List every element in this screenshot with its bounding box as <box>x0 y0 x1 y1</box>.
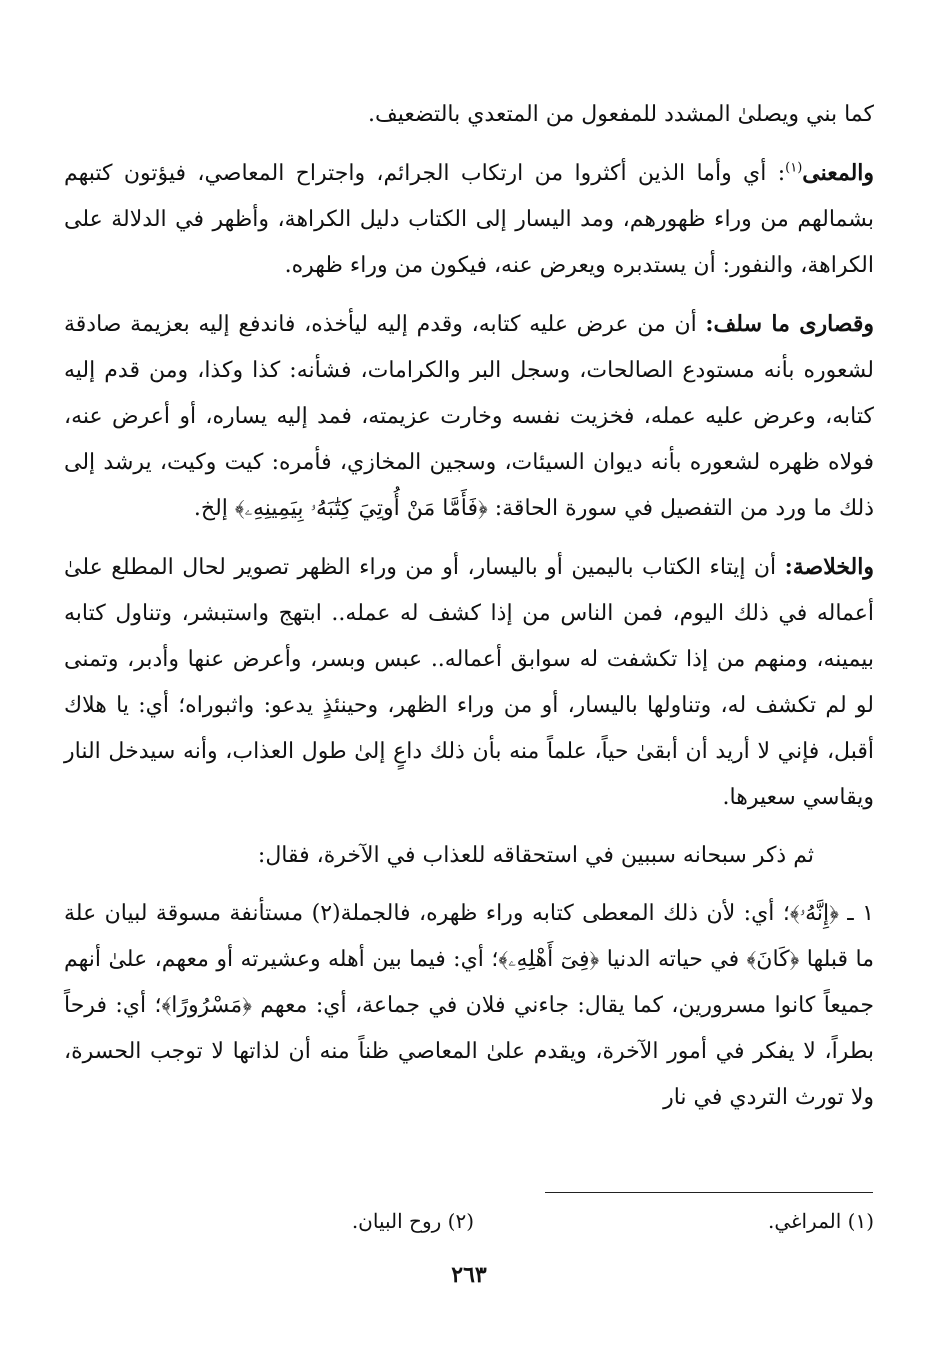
paragraph-conclusion <box>64 544 874 821</box>
paragraph-transition-text: ثم ذكر سبحانه سببين في استحقاقه للعذاب في الآخرة، فقال: <box>257 843 814 868</box>
paragraph-summary-text: أن من عرض عليه كتابه، وقدم إليه ليأخذه، فاندفع إليه بعزيمة صادقة لشعوره بأنه مستودع الصالحات، وسجل البر والكرامات، فشأنه: كذا وكذا، ومن قدم إليه كتابه، وعرض عليه عمله، فخزيت نفسه وخارت عزيمته، فمد إليه يساره، أو أعرض عنه، فولاه ظهره لشعوره بأنه ديوان السيئات، وسجين المخازي، فأمره: كيت وكيت، يرشد إلى ذلك ما ورد من التفصيل في سورة الحاقة: ﴿فَأَمَّا مَنْ أُوتِيَ كِتَٰبَهُۥ بِيَمِينِهِۦ﴾ إلخ. <box>64 312 874 521</box>
footnote-ref-1: (١) <box>785 160 803 176</box>
paragraph-point-1 <box>64 891 874 1121</box>
footnote-1: (١) المراغي. <box>767 1209 874 1233</box>
paragraph-conclusion-text: أن إيتاء الكتاب باليمين أو باليسار، أو من وراء الظهر تصوير لحال المطلع علىٰ أعماله في ذلك اليوم، فمن الناس من إذا كشف له عمله.. ابتهج واستبشر، وتناول كتابه بيمينه، ومنهم من إذا تكشفت له سوابق أعماله.. عبس وبسر، وأعرض عنها وأدبر، وتمنى لو لم تكشف له، وتناولها باليسار، أو من وراء الظهر، وحينئذٍ يدعو: واثبوراه؛ أي: يا هلاك أقبل، فإني لا أريد أن أبقىٰ حياً، علماً منه بأن ذلك داعٍ إلىٰ طول العذاب، وأنه سيدخل النار ويقاسي سعيرها. <box>64 555 874 810</box>
footnote-divider <box>545 1192 873 1193</box>
paragraph-summary <box>64 301 874 532</box>
body-text <box>64 92 874 1133</box>
paragraph-meaning-lead: والمعنى <box>802 160 875 186</box>
paragraph-summary-lead: وقصارى ما سلف: <box>705 311 874 337</box>
paragraph-meaning <box>64 150 874 289</box>
paragraph-meaning-text: : أي وأما الذين أكثروا من ارتكاب الجرائم، واجتراح المعاصي، فيؤتون كتبهم بشمالهم من وراء ظهورهم، ومد اليسار إلى الكتاب دليل الكراهة، وأظهر في الدلالة على الكراهة، والنفور: أن يستدبره ويعرض عنه، فيكون من وراء ظهره. <box>64 161 874 278</box>
paragraph-point-1-text: ١ ـ ﴿إِنَّهُۥ﴾؛ أي: لأن ذلك المعطى كتابه وراء ظهره، فالجملة(٢) مستأنفة مسوقة لبيان علة ما قبلها ﴿كَانَ﴾ في حياته الدنيا ﴿فِىٓ أَهْلِهِۦ﴾؛ أي: فيما بين أهله وعشيرته أو معهم، علىٰ أنهم جميعاً كانوا مسرورين، كما يقال: جاءني فلان في جماعة، أي: معهم ﴿مَسْرُورًا﴾؛ أي: فرحاً بطراً، لا يفكر في أمور الآخرة، ويقدم علىٰ المعاصي ظناً منه أن لذاتها لا توجب الحسرة، ولا تورث التردي في نار <box>64 901 874 1110</box>
page-number: ٢٦٣ <box>451 1262 487 1288</box>
paragraph-1 <box>64 92 874 138</box>
paragraph-conclusion-lead: والخلاصة: <box>784 554 874 580</box>
paragraph-transition <box>64 833 874 879</box>
footnote-2: (٢) روح البيان. <box>351 1209 474 1233</box>
paragraph-1-text: كما بني ويصلىٰ المشدد للمفعول من المتعدي بالتضعيف. <box>367 102 874 127</box>
